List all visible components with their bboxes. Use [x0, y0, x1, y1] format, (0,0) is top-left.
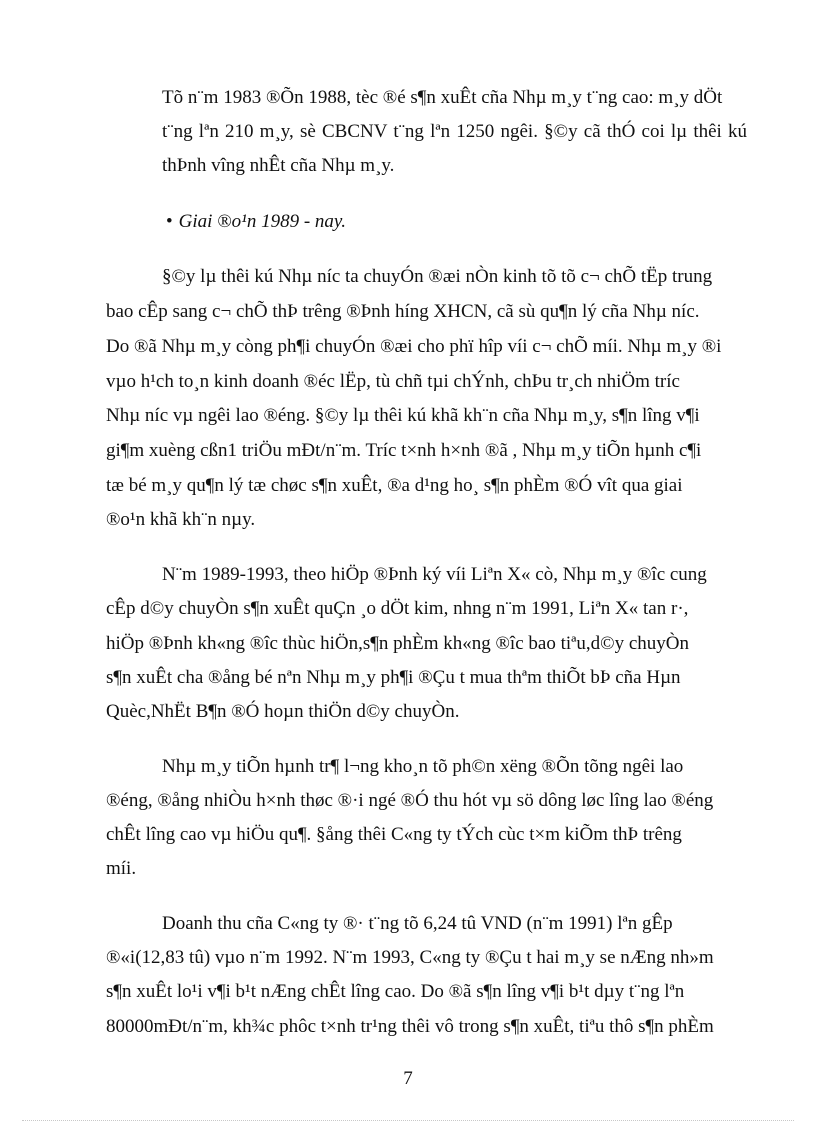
paragraph-line: cÊp d©y chuyÒn s¶n xuÊt quÇn ¸o dÖt kim, nhng n¨m 1991, Liªn X« tan r·, [106, 598, 689, 619]
paragraph-line: Nhµ níc vµ ngêi lao ®éng. §©y lµ thêi kú khã kh¨n cña Nhµ m¸y, s¶n lîng v¶i [106, 405, 700, 426]
paragraph-line: N¨m 1989-1993, theo hiÖp ®Þnh ký víi Liªn X« cò, Nhµ m¸y ®îc cung [162, 564, 707, 585]
page-bottom-divider [22, 1120, 794, 1121]
paragraph-line: Nhµ m¸y tiÕn hµnh tr¶ l¬ng kho¸n tõ ph©n xëng ®Õn tõng ngêi lao [162, 756, 684, 777]
paragraph-line: ®«i(12,83 tû) vµo n¨m 1992. N¨m 1993, C«ng ty ®Çu t hai m¸y se nÆng nh»m [106, 947, 714, 968]
paragraph-line: t¨ng lªn 210 m¸y, sè CBCNV t¨ng lªn 1250 ngêi. §©y cã thÓ coi lµ thêi kú [162, 121, 747, 142]
paragraph-line: vµo h¹ch to¸n kinh doanh ®éc lËp, tù chñ tµi chÝnh, chÞu tr¸ch nhiÖm tríc [106, 371, 680, 392]
paragraph-line: Quèc,NhËt B¶n ®Ó hoµn thiÖn d©y chuyÒn. [106, 701, 460, 722]
paragraph-line: Doanh thu cña C«ng ty ®· t¨ng tõ 6,24 tû VND (n¨m 1991) lªn gÊp [162, 913, 673, 934]
paragraph-line: s¶n xuÊt cha ®ång bé nªn Nhµ m¸y ph¶i ®Çu t mua thªm thiÕt bÞ cña Hµn [106, 667, 681, 688]
paragraph-line: thÞnh vîng nhÊt cña Nhµ m¸y. [162, 155, 395, 176]
paragraph-line: hiÖp ®Þnh kh«ng ®îc thùc hiÖn,s¶n phÈm kh«ng ®îc bao tiªu,d©y chuyÒn [106, 633, 689, 654]
section-heading [166, 210, 346, 234]
paragraph-line: ®éng, ®ång nhiÒu h×nh thøc ®·i ngé ®Ó thu hót vµ sö dông løc lîng lao ®éng [106, 790, 714, 811]
paragraph-line: 80000mÐt/n¨m, kh¾c phôc t×nh tr¹ng thêi vô trong s¶n xuÊt, tiªu thô s¶n phÈm [106, 1016, 714, 1037]
paragraph-line: ®o¹n khã kh¨n nµy. [106, 509, 256, 530]
paragraph-line: míi. [106, 858, 137, 879]
paragraph-line: tæ bé m¸y qu¶n lý tæ chøc s¶n xuÊt, ®a d¹ng ho¸ s¶n phÈm ®Ó vît qua giai [106, 475, 683, 496]
paragraph-line: Tõ n¨m 1983 ®Õn 1988, tèc ®é s¶n xuÊt cña Nhµ m¸y t¨ng cao: m¸y dÖt [162, 87, 723, 108]
paragraph-line: §©y lµ thêi kú Nhµ níc ta chuyÓn ®æi nÒn kinh tõ tõ c¬ chÕ tËp trung [162, 266, 713, 287]
paragraph-line: bao cÊp sang c¬ chÕ thÞ trêng ®Þnh híng XHCN, cã sù qu¶n lý cña Nhµ níc. [106, 301, 700, 322]
paragraph-line: chÊt lîng cao vµ hiÖu qu¶. §ång thêi C«ng ty tÝch cùc t×m kiÕm thÞ trêng [106, 824, 682, 845]
paragraph-line: Do ®ã Nhµ m¸y còng ph¶i chuyÓn ®æi cho phï hîp víi c¬ chÕ míi. Nhµ m¸y ®i [106, 336, 722, 357]
paragraph-line: gi¶m xuèng cßn1 triÖu mÐt/n¨m. Tríc t×nh h×nh ®ã , Nhµ m¸y tiÕn hµnh c¶i [106, 440, 702, 461]
section-heading-text: Giai ®o¹n 1989 - nay. [178, 211, 347, 232]
page-number: 7 [403, 1068, 413, 1089]
bullet-icon: • [166, 211, 173, 232]
paragraph-line: s¶n xuÊt lo¹i v¶i b¹t nÆng chÊt lîng cao. Do ®ã s¶n lîng v¶i b¹t dµy t¨ng lªn [106, 981, 685, 1002]
